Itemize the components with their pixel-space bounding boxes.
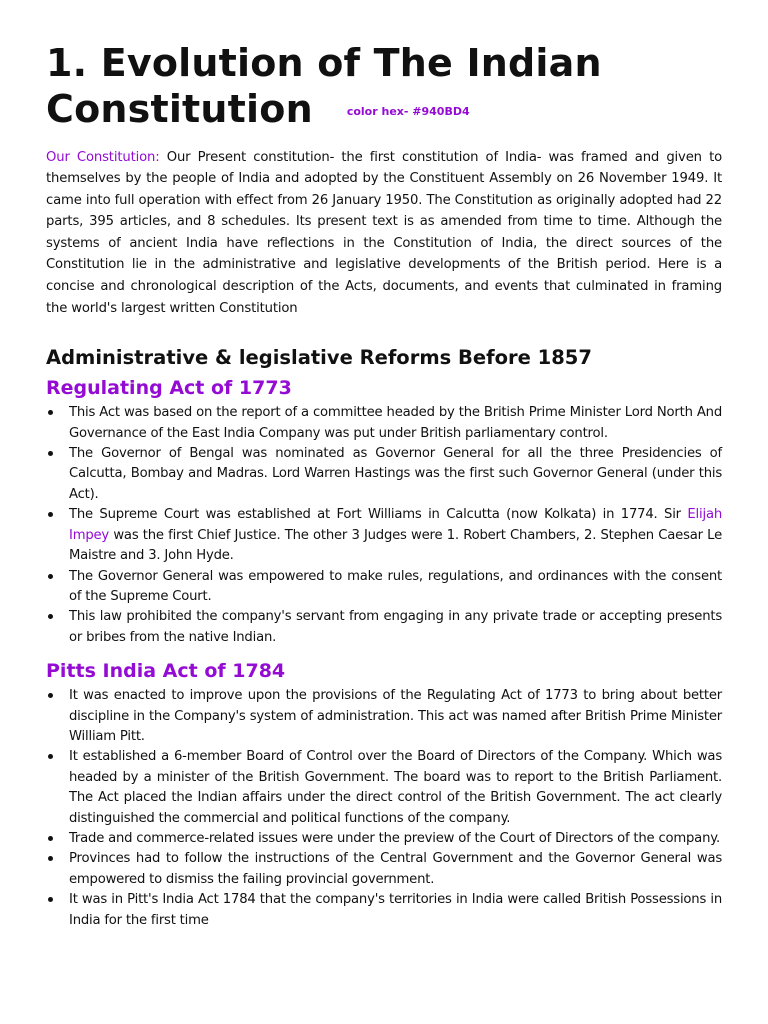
title-line-2 [46, 86, 722, 135]
list-item: Provinces had to follow the instructions of the Central Government and the Governor General was empowered to dismiss the failing provincial government. [46, 849, 722, 890]
list-item: It established a 6-member Board of Control over the Board of Directors of the Company. Which was headed by a minister of the British Government. The board was to report to the British Parliament. The Act placed the Indian affairs under the direct control of the British Government. The act clearly distinguished the commercial and political functions of the company. [46, 747, 722, 829]
intro-text: Our Present constitution- the first constitution of India- was framed and given to themselves by the people of India and adopted by the Constituent Assembly on 26 November 1949. It came into full operation with effect from 26 January 1950. The Constitution as originally adopted had 22 parts, 395 articles, and 8 schedules. Its present text is as amended from time to time. Although the systems of ancient India have reflections in the Constitution of India, the direct sources of the Constitution lie in the administrative and legislative developments of the British period. Here is a concise and chronological description of the Acts, documents, and events that culminated in framing the world's largest written Constitution [46, 149, 723, 316]
list-item: This Act was based on the report of a committee headed by the British Prime Minister Lord North And Governance of the East India Company was put under British parliamentary control. [46, 403, 722, 444]
list-item: The Governor of Bengal was nominated as Governor General for all the three Presidencies of Calcutta, Bombay and Madras. Lord Warren Hastings was the first such Governor General (under this Act). [46, 444, 722, 505]
title-line-2-text: Constitution [46, 87, 313, 131]
color-hex-note: color hex- #940BD4 [346, 104, 470, 118]
list-item-text: The Supreme Court was established at Fort Williams in Calcutta (now Kolkata) in 1774. Sir [69, 507, 688, 523]
intro-label: Our Constitution: [46, 149, 160, 165]
page-title [46, 0, 722, 135]
section-heading: Administrative & legislative Reforms Before 1857 [46, 346, 592, 370]
list-item: It was in Pitt's India Act 1784 that the company's territories in India were called British Possessions in India for the first time [46, 890, 722, 931]
pitts-act-list [46, 686, 722, 931]
list-item: Trade and commerce-related issues were under the preview of the Court of Directors of the company. [46, 829, 722, 849]
regulating-act-heading: Regulating Act of 1773 [46, 377, 292, 400]
intro-paragraph [46, 147, 722, 320]
list-item [46, 505, 722, 566]
pitts-act-heading: Pitts India Act of 1784 [46, 660, 286, 683]
list-item: It was enacted to improve upon the provisions of the Regulating Act of 1773 to bring about better discipline in the Company's system of administration. This act was named after British Prime Minister William Pitt. [46, 686, 722, 747]
list-item: This law prohibited the company's servant from engaging in any private trade or accepting presents or bribes from the native Indian. [46, 607, 722, 648]
elijah-impey-link[interactable]: Elijah Impey [69, 507, 722, 543]
list-item-text: was the first Chief Justice. The other 3 Judges were 1. Robert Chambers, 2. Stephen Caesar Le Maistre and 3. John Hyde. [69, 527, 722, 564]
title-line-1: 1. Evolution of The Indian [46, 41, 602, 85]
list-item: The Governor General was empowered to make rules, regulations, and ordinances with the consent of the Supreme Court. [46, 567, 722, 608]
regulating-act-list [46, 403, 722, 648]
